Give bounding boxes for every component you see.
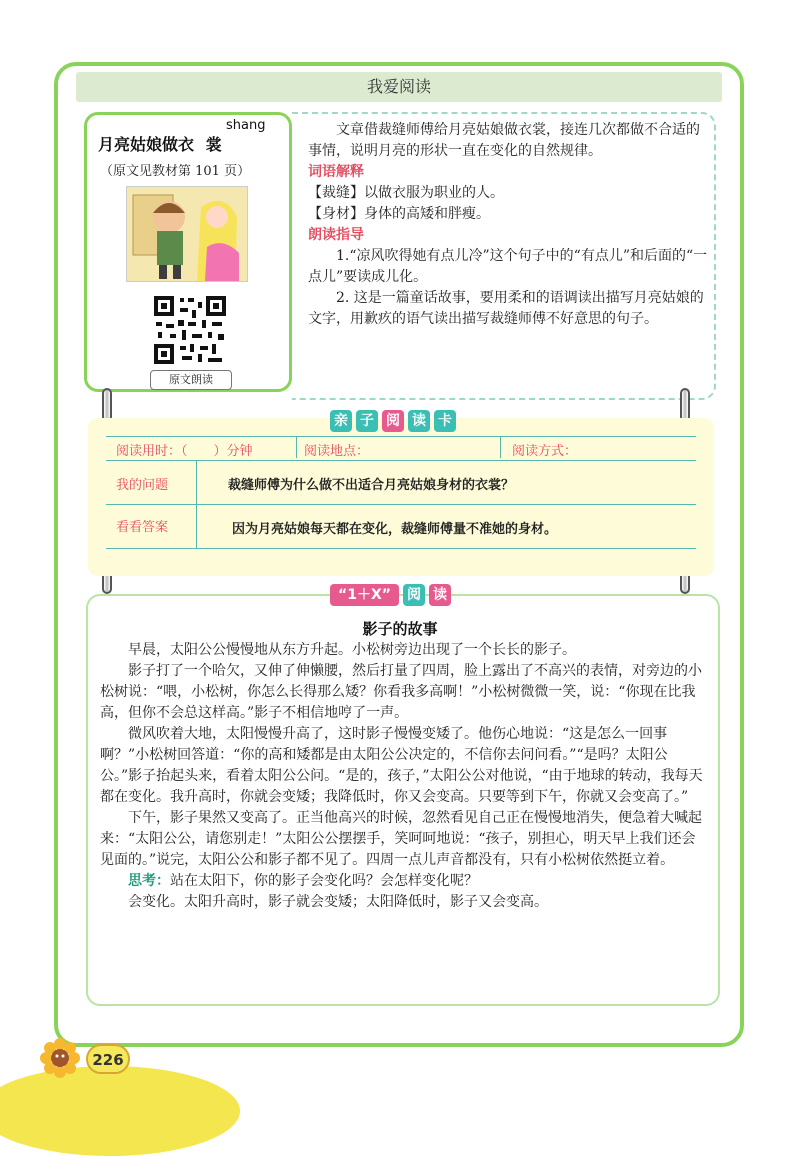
vocab-heading: 词语解释 <box>308 164 364 180</box>
read-aloud-label[interactable]: 原文朗读 <box>150 370 232 390</box>
page-number: 226 <box>86 1044 130 1074</box>
badge-label: “1＋X” <box>330 584 399 606</box>
title-char: 卡 <box>434 410 456 432</box>
think-label: 思考： <box>128 873 170 889</box>
vocab-item: 【裁缝】以做衣服为职业的人。 <box>308 185 504 201</box>
binder-ring <box>102 388 112 422</box>
guidance-item: 1.“凉风吹得她有点儿冷”这个句子中的“有点儿”和后面的“一点儿”要读成儿化。 <box>308 248 708 285</box>
book-source: （原文见教材第 101 页） <box>100 164 251 179</box>
summary-block <box>308 120 708 330</box>
title-char: 阅 <box>382 410 404 432</box>
column-divider <box>296 436 297 458</box>
extension-badge <box>330 584 455 610</box>
title-char: 子 <box>356 410 378 432</box>
badge-char: 读 <box>429 584 451 606</box>
guidance-item: 2. 这是一篇童话故事，要用柔和的语调读出描写月亮姑娘的文字，用歉疚的语气读出描写裁缝师傅不好意思的句子。 <box>308 290 704 327</box>
title-char: 读 <box>408 410 430 432</box>
think-answer: 会变化。太阳升高时，影子就会变矮；太阳降低时，影子又会变高。 <box>128 894 548 910</box>
answer-text: 因为月亮姑娘每天都在变化，裁缝师傅量不准她的身材。 <box>232 522 558 537</box>
book-title-char: 裳 <box>205 135 222 154</box>
badge-char: 阅 <box>403 584 425 606</box>
story-title: 影子的故事 <box>362 620 438 638</box>
story-paragraph: 微风吹着大地，太阳慢慢升高了，这时影子慢慢变矮了。他伤心地说：“这是怎么一回事啊？”小松树回答道：“你的高和矮都是由太阳公公决定的，不信你去问问看。”“是吗？太阳公公。”影子抬起头来，看着太阳公公问。“是的，孩子，”太阳公公对他说，“由于地球的转动，我每天都在变化。我升高时，你就会变矮；我降低时，你又会变高。只要等到下午，你就又会变高了。” <box>100 726 703 805</box>
book-title-text: 月亮姑娘做衣 <box>98 135 195 154</box>
card-rule <box>106 460 696 461</box>
title-char: 亲 <box>330 410 352 432</box>
card-rule <box>106 548 696 549</box>
question-label: 我的问题 <box>116 478 169 493</box>
vocab-item: 【身材】身体的高矮和胖瘦。 <box>308 206 490 222</box>
card-rule <box>106 504 696 505</box>
reading-time-field[interactable]: 阅读用时：（ ）分钟 <box>116 444 253 459</box>
column-divider <box>500 436 501 458</box>
qr-code[interactable] <box>152 294 228 366</box>
sunflower-icon <box>40 1038 80 1078</box>
page-corner-decoration <box>0 1066 240 1156</box>
pinyin-annotation: shang <box>226 118 266 133</box>
story-paragraph: 早晨，太阳公公慢慢地从东方升起。小松树旁边出现了一个长长的影子。 <box>128 642 576 658</box>
reading-card-title <box>330 410 460 436</box>
summary-text: 文章借裁缝师傅给月亮姑娘做衣裳，接连几次都做不合适的事情，说明月亮的形状一直在变化的自然规律。 <box>308 122 700 159</box>
story-body <box>100 640 706 913</box>
answer-label: 看看答案 <box>116 520 169 535</box>
reading-method-field[interactable]: 阅读方式： <box>512 444 578 459</box>
think-question-text: 站在太阳下，你的影子会变化吗？会怎样变化呢？ <box>170 873 478 889</box>
reading-place-field[interactable]: 阅读地点： <box>304 444 370 459</box>
story-paragraph: 下午，影子果然又变高了。正当他高兴的时候，忽然看见自己正在慢慢地消失，便急着大喊起来：“太阳公公，请您别走！”太阳公公摆摆手，笑呵呵地说：“孩子，别担心，明天早上我们还会见面的。”说完，太阳公公和影子都不见了。四周一点儿声音都没有，只有小松树依然挺立着。 <box>100 810 702 868</box>
section-header: 我爱阅读 <box>76 72 722 102</box>
story-paragraph: 影子打了一个哈欠，又伸了伸懒腰，然后打量了四周，脸上露出了不高兴的表情，对旁边的小松树说：“喂，小松树，你怎么长得那么矮？你看我多高啊！”小松树微微一笑，说：“你现在比我高，但你不会总这样高。”影子不相信地哼了一声。 <box>100 663 702 721</box>
think-question <box>100 871 706 892</box>
question-text: 裁缝师傅为什么做不出适合月亮姑娘身材的衣裳？ <box>228 478 515 493</box>
binder-ring <box>680 388 690 422</box>
story-illustration <box>126 186 248 282</box>
book-title <box>98 132 298 155</box>
guidance-heading: 朗读指导 <box>308 227 364 243</box>
card-rule <box>106 436 696 437</box>
